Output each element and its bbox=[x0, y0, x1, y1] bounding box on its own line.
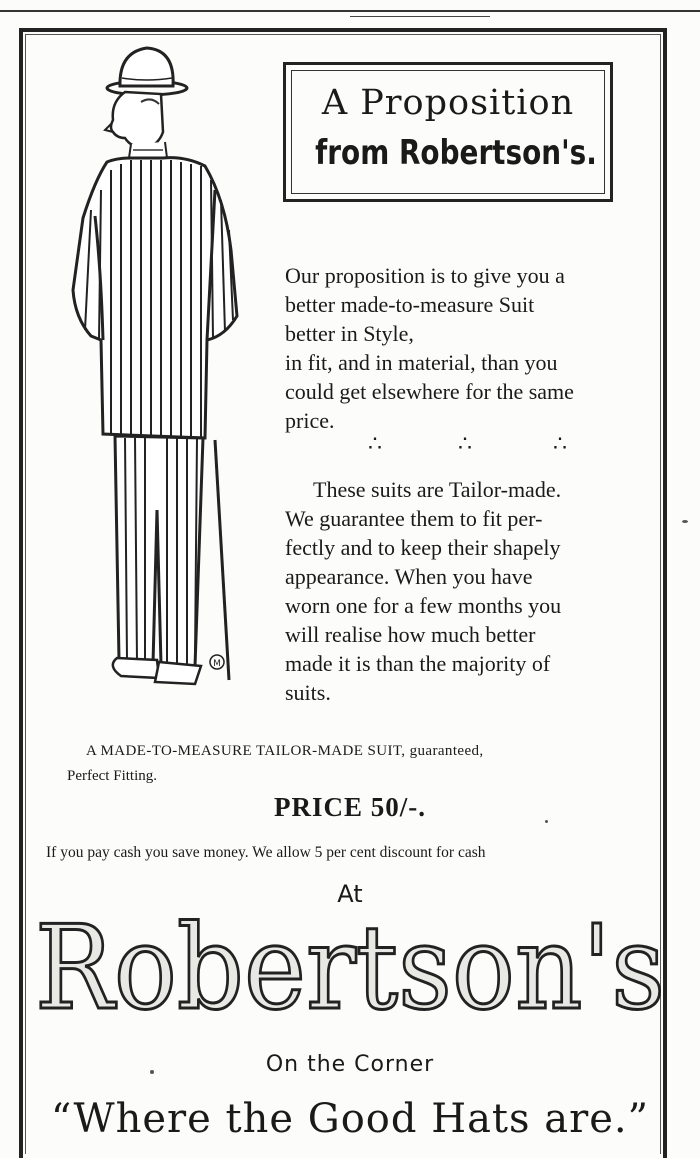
print-speck bbox=[682, 520, 688, 523]
suited-man-illustration bbox=[55, 40, 255, 700]
details-line: We guarantee them to fit per- bbox=[285, 506, 543, 531]
details-line: worn one for a few months you bbox=[285, 593, 562, 618]
details-line: fectly and to keep their shapely bbox=[285, 535, 561, 560]
brand-name-text: Robertson's bbox=[35, 901, 665, 1030]
intro-line: could get elsewhere for the same bbox=[285, 379, 574, 404]
top-rule bbox=[0, 10, 700, 12]
intro-line: Our proposition is to give you a bbox=[285, 263, 565, 288]
print-speck bbox=[545, 820, 548, 823]
headline-subtitle: from Robertson's. bbox=[315, 133, 597, 173]
details-line: made it is than the majority of bbox=[285, 651, 551, 676]
details-paragraph bbox=[285, 475, 657, 707]
at-label: At bbox=[337, 880, 363, 908]
price: PRICE 50/-. bbox=[274, 792, 426, 822]
intro-line: better made-to-measure Suit bbox=[285, 292, 535, 317]
title-box bbox=[283, 62, 613, 202]
slogan: “Where the Good Hats are.” bbox=[50, 1096, 650, 1142]
dot-separator bbox=[360, 432, 600, 462]
details-line: suits. bbox=[285, 680, 331, 705]
print-speck bbox=[150, 1070, 154, 1074]
details-line: appearance. When you have bbox=[285, 564, 533, 589]
offer-description: A MADE-TO-MEASURE TAILOR-MADE SUIT, guaranteed, bbox=[86, 743, 484, 759]
intro-line: price. bbox=[285, 408, 335, 433]
details-line: These suits are Tailor-made. bbox=[313, 477, 562, 502]
maker-mark: M bbox=[213, 659, 221, 669]
intro-line: in fit, and in material, than you bbox=[285, 350, 558, 375]
headline: A Proposition bbox=[321, 83, 575, 123]
separator-mark: ∴ bbox=[553, 432, 567, 457]
intro-line: better in Style, bbox=[285, 321, 414, 346]
separator-mark: ∴ bbox=[458, 432, 472, 457]
top-rule-short bbox=[350, 16, 490, 17]
brand-name bbox=[30, 900, 670, 1030]
separator-mark: ∴ bbox=[368, 432, 382, 457]
cash-discount-note: If you pay cash you save money. We allow 5 per cent discount for cash bbox=[46, 844, 486, 861]
offer-description-cont: Perfect Fitting. bbox=[67, 768, 157, 784]
intro-paragraph bbox=[285, 261, 655, 435]
location-line: On the Corner bbox=[265, 1052, 435, 1077]
details-line: will realise how much better bbox=[285, 622, 536, 647]
